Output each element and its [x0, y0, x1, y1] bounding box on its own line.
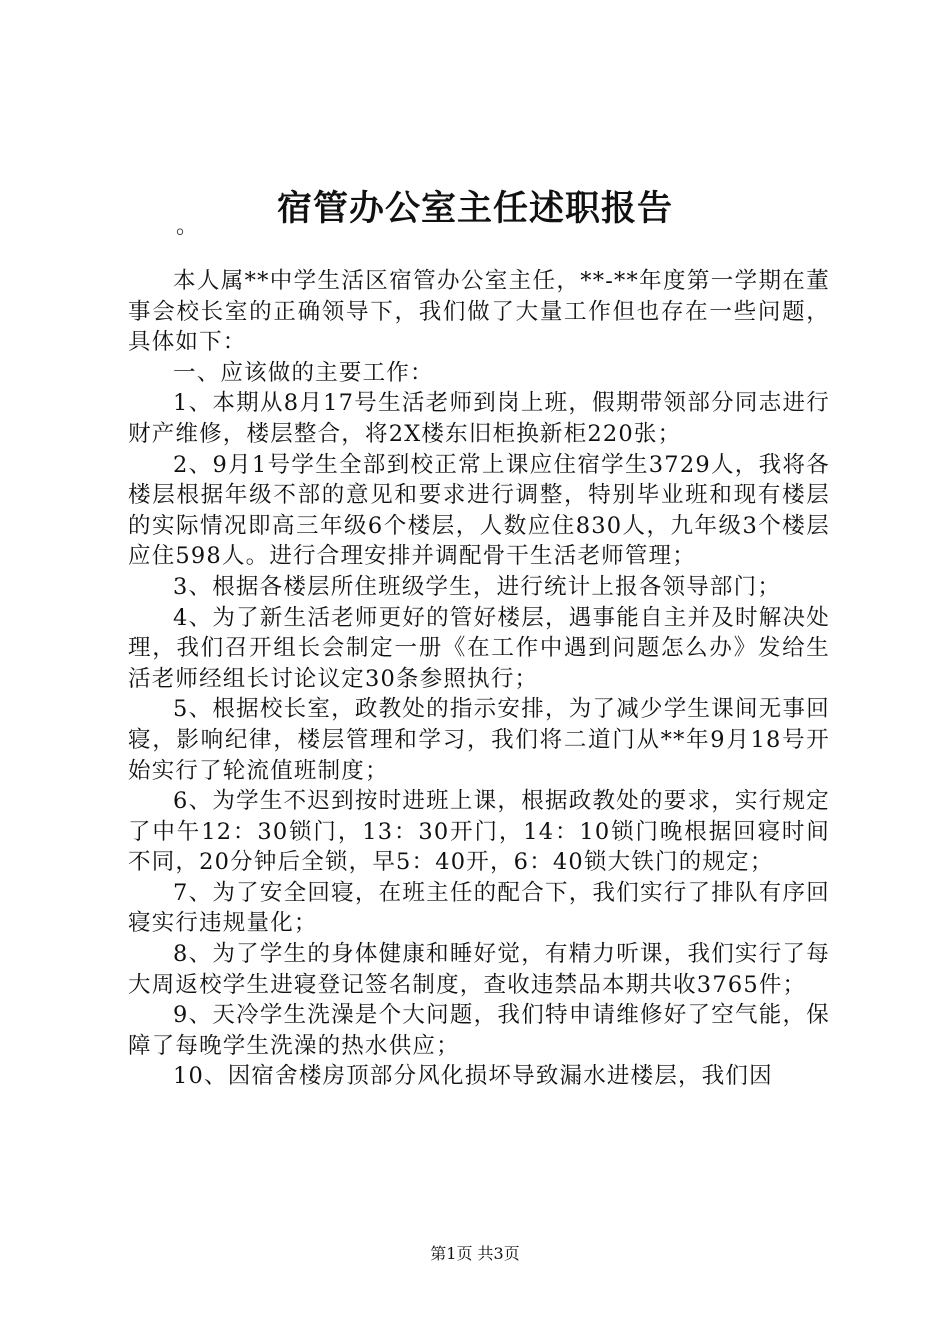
paragraph: 4、为了新生活老师更好的管好楼层，遇事能自主并及时解决处理，我们召开组长会制定一册《在工作中遇到问题怎么办》发给生活老师经组长讨论议定30条参照执行； [128, 604, 830, 692]
paragraph: 10、因宿舍楼房顶部分风化损坏导致漏水进楼层，我们因 [173, 1063, 773, 1090]
paragraph: 8、为了学生的身体健康和睡好觉，有精力听课，我们实行了每大周返校学生进寝登记签名制度，查收违禁品本期共收3765件； [128, 941, 830, 998]
paragraph: 1、本期从8月17号生活老师到岗上班，假期带领部分同志进行财产维修，楼层整合，将2X楼东旧柜换新柜220张； [128, 390, 830, 447]
paragraph: 7、为了安全回寝，在班主任的配合下，我们实行了排队有序回寝实行违规量化； [128, 879, 830, 937]
stray-mark: 。 [176, 214, 199, 239]
document-title: 宿管办公室主任述职报告 [276, 188, 673, 229]
paragraph: 3、根据各楼层所住班级学生，进行统计上报各领导部门； [173, 573, 782, 600]
paragraph: 5、根据校长室，政教处的指示安排，为了减少学生课间无事回寝，影响纪律，楼层管理和学习，我们将二道门从**年9月18号开始实行了轮流值班制度； [128, 696, 830, 784]
paragraph: 9、天冷学生洗澡是个大问题，我们特申请维修好了空气能，保障了每晚学生洗澡的热水供应； [128, 1002, 830, 1059]
document-body [128, 266, 830, 1092]
paragraph: 6、为学生不迟到按时进班上课，根据政教处的要求，实行规定了中午12：30锁门，13：30开门，14：10锁门晚根据回寝时间不同，20分钟后全锁，早5：40开，6：40锁大铁门的规定； [128, 788, 830, 876]
paragraph: 一、应该做的主要工作： [173, 359, 434, 386]
paragraph: 2、9月1号学生全部到校正常上课应住宿学生3729人，我将各楼层根据年级不部的意见和要求进行调整，特别毕业班和现有楼层的实际情况即高三年级6个楼层，人数应住830人，九年级3个楼层应住598人。进行合理安排并调配骨干生活老师管理； [128, 451, 830, 570]
paragraph: 本人属**中学生活区宿管办公室主任，**-**年度第一学期在董事会校长室的正确领导下，我们做了大量工作但也存在一些问题，具体如下： [128, 268, 830, 356]
page-footer: 第1页 共3页 [430, 1244, 520, 1263]
